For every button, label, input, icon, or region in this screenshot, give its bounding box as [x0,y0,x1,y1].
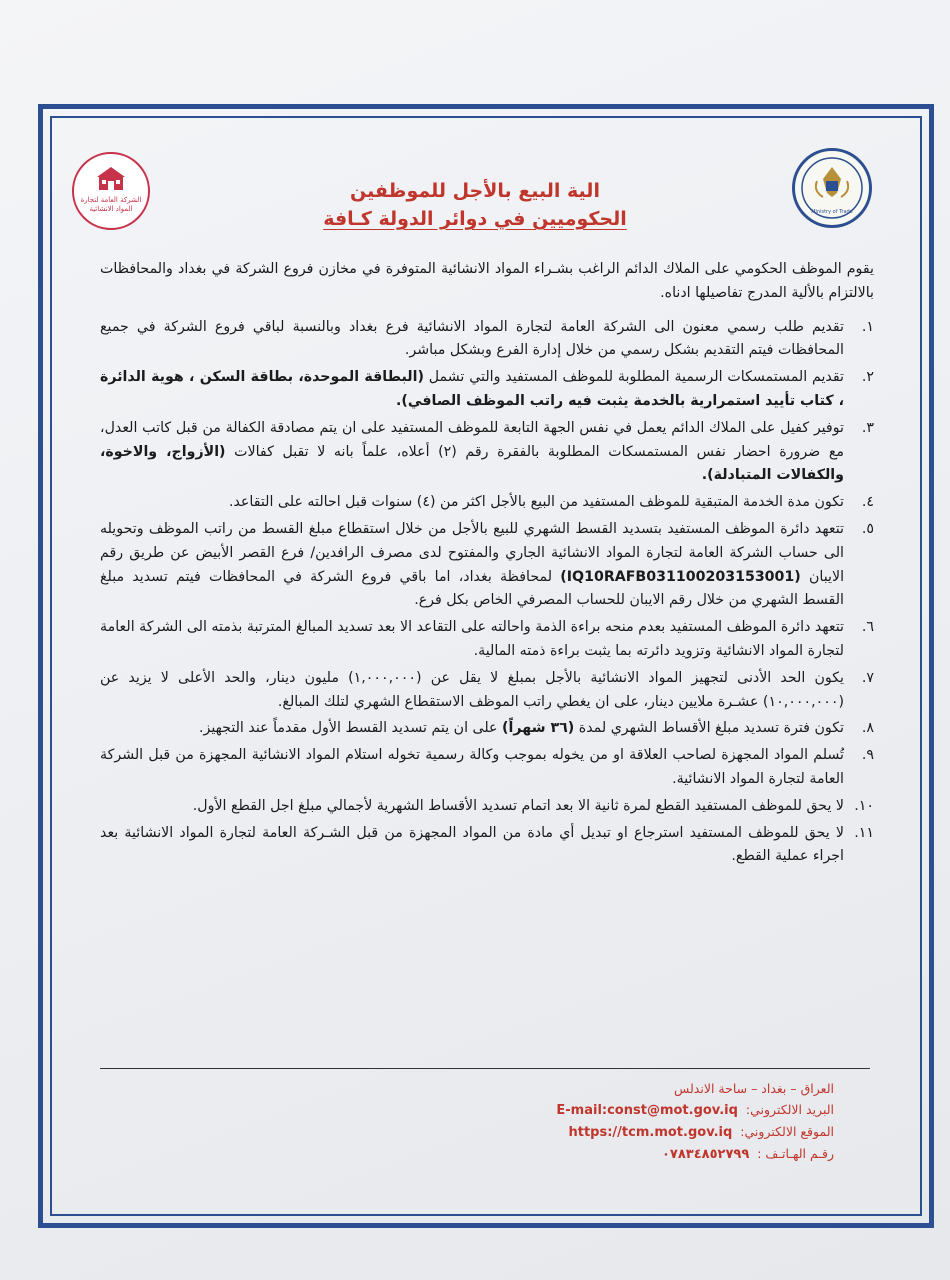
list-item [100,518,874,613]
item-text: تتعهد دائرة الموظف المستفيد بتسديد القسط الشهري للبيع بالأجل من خلال استقطاع مبلغ القسط من راتب الموظف وتحويله الى حساب الشركة العامة لتجارة المواد الانشائية الجاري والمفتوح لدى مصرف الرافدين/ فرع القصر الأبيض عن طريق رقم الايبان [100,520,845,585]
title-line-2: الحكوميين في دوائر الدولة كـافة [323,208,627,230]
email-label: البريد الالكتروني: [745,1102,834,1117]
iban-number: (IQ10RAFB031100203153001) [560,568,801,585]
item-number: ١١. [854,824,874,841]
item-text: تتعهد دائرة الموظف المستفيد بعدم منحه براءة الذمة واحالته على التقاعد الا بعد تسديد المبالغ المترتبة بذمته الى الشركة العامة لتجارة المواد الانشائية وتزويد دائرته بما يثبت براءة ذمته المالية. [100,619,844,659]
list-item [100,717,874,741]
phone-label: رقـم الهـاتـف : [757,1146,834,1161]
item-number: ٦. [861,619,874,636]
email-link[interactable]: E-mail:const@mot.gov.iq [556,1103,738,1118]
item-text: توفير كفيل على الملاك الدائم يعمل في نفس الجهة التابعة للموظف المستفيد على ان يتم مصادقة الكفالة من قبل كاتب العدل، مع ضرورة احضار نفس المستمسكات المطلوبة بالفقرة رقم (٢) أعلاه، علماً بانه لا تقبل كفالات [100,419,844,460]
item-text: تُسلم المواد المجهزة لصاحب العلاقة او من يخوله بموجب وكالة رسمية تخوله استلام المواد الانشائية المجهزة من قبل الشركة العامة لتجارة المواد الانشائية. [100,747,844,787]
document-body [100,258,874,872]
item-number: ٨. [861,720,874,737]
website-link[interactable]: https://tcm.mot.gov.iq [568,1125,733,1140]
procedure-list [100,316,874,870]
list-item [100,366,874,414]
footer-divider [100,1068,870,1069]
item-text: تكون فترة تسديد مبلغ الأقساط الشهري لمدة [574,720,844,737]
footer-email-row [454,1099,834,1121]
contact-footer [454,1078,834,1165]
item-text-continued: على ان يتم تسديد القسط الأول مقدماً عند التجهيز. [199,720,503,737]
item-number: ٢. [861,369,874,386]
intro-paragraph: يقوم الموظف الحكومي على الملاك الدائم الراغب بشـراء المواد الانشائية المتوفرة في مخازن فروع الشركة في بغداد والمحافظات بالالتزام بالألية المدرج تفاصيلها ادناه. [100,261,874,301]
item-text: تقديم طلب رسمي معنون الى الشركة العامة لتجارة المواد الانشائية فرع بغداد وبالنسبة لباقي فروع الشركة في جميع المحافظات فيتم التقديم بشكل رسمي من خلال إدارة الفرع وبشكل مباشر. [100,318,844,359]
footer-address: العراق – بغداد – ساحة الاندلس [674,1081,834,1096]
item-text: لا يحق للموظف المستفيد استرجاع او تبديل أي مادة من المواد المجهزة من قبل الشـركة العامة لتجارة المواد الانشائية بعد اجراء عملية القطع. [100,824,844,865]
item-text: تكون مدة الخدمة المتبقية للموظف المستفيد من البيع بالأجل اكثر من (٤) سنوات قبل احالته على التقاعد. [228,494,844,511]
footer-website-row [454,1121,834,1143]
list-item [100,667,874,715]
item-number: ١. [861,318,874,335]
title-line-1: الية البيع بالأجل للموظفين [350,180,600,202]
list-item [100,491,874,515]
company-logo-icon [95,164,127,194]
ministry-seal-label: Ministry of Trade [811,209,853,215]
item-bold-text: (البطاقة الموحدة، بطاقة السكن ، هوية الدائرة ، كتاب تأييد استمرارية بالخدمة يثبت فيه راتب الموظف الصافي). [100,369,844,409]
item-number: ٣. [861,419,874,436]
item-number: ١٠. [854,797,874,814]
company-logo-text: الشركة العامة لتجارة المواد الانشائية [80,196,142,213]
ministry-seal [792,148,872,228]
list-item [100,316,874,364]
list-item [100,744,874,792]
item-text: يكون الحد الأدنى لتجهيز المواد الانشائية بالأجل بمبلغ لا يقل عن (١,٠٠٠,٠٠٠) مليون دينار، والحد الأعلى لا يزيد عن (١٠,٠٠٠,٠٠٠) عشـرة ملايين دينار، على ان يغطي راتب الموظف الاستقطاع الشهري لتلك المبالغ. [100,669,844,710]
list-item [100,417,874,488]
phone-number: ٠٧٨٣٤٨٥٢٧٩٩ [661,1147,750,1162]
item-text-continued: لمحافظة بغداد، اما باقي فروع الشركة في المحافظات فيتم تسديد مبلغ القسط الشهري من خلال رقم الايبان للحساب المصرفي الخاص بكل فرع. [100,568,844,609]
item-number: ٤. [861,494,874,511]
item-number: ٥. [861,520,874,537]
item-bold-text: (الأزواج، والاخوة، والكفالات المتبادلة). [100,443,844,484]
item-number: ٩. [861,747,874,764]
list-item [100,616,874,664]
footer-phone-row [454,1143,834,1165]
item-text: تقديم المستمسكات الرسمية المطلوبة للموظف المستفيد والتي تشمل [423,369,844,386]
list-item [100,822,874,870]
list-item [100,795,874,819]
item-text: لا يحق للموظف المستفيد القطع لمرة ثانية الا بعد اتمام تسديد الأقساط الشهرية لأجمالي مبلغ اجل القطع الأول. [192,797,844,814]
website-label: الموقع الالكتروني: [740,1124,834,1139]
item-number: ٧. [861,669,874,686]
item-bold-text: (٣٦ شهراً) [502,720,575,737]
company-logo [72,152,150,230]
